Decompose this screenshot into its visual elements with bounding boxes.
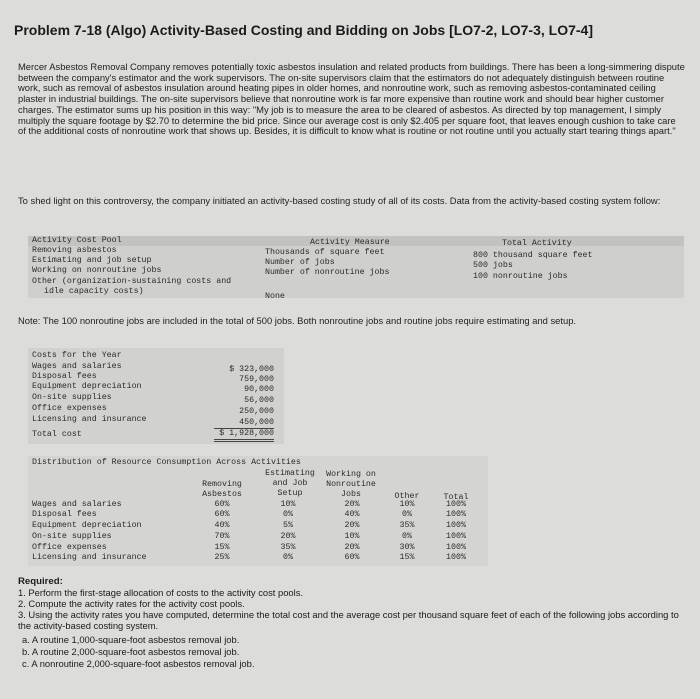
required-title: Required:	[18, 576, 63, 587]
pool-row-other-measure: None	[265, 292, 285, 301]
cost-label-5: Office expenses	[32, 404, 107, 413]
dist-col2-header: Estimating and Job Setup	[265, 469, 315, 498]
cost-total-value: $ 1,928,000	[214, 428, 274, 442]
dist-cell: 15%	[399, 553, 415, 562]
dist-cell: 30%	[399, 543, 415, 552]
note-paragraph: Note: The 100 nonroutine jobs are included in the total of 500 jobs. Both nonroutine jobs and routine jobs require estimating and setup.	[18, 315, 577, 326]
dist-cell: 100%	[446, 510, 466, 519]
costs-heading: Costs for the Year	[32, 351, 122, 360]
dist-col1-header: Removing Asbestos	[202, 480, 242, 499]
cost-label-2: Disposal fees	[32, 372, 97, 381]
pool-row-2-activity: 500 jobs	[473, 261, 513, 270]
dist-row-label: Wages and salaries	[32, 500, 122, 509]
dist-cell: 0%	[402, 510, 412, 519]
dist-cell: 20%	[344, 543, 360, 552]
cost-label-6: Licensing and insurance	[32, 415, 147, 424]
cost-value-5: 250,000	[239, 407, 274, 416]
required-item-3: 3. Using the activity rates you have computed, determine the total cost and the average cost per thousand square feet of each of the following jobs according to the activity-based costing system.	[18, 609, 679, 631]
dist-row-label: Disposal fees	[32, 510, 97, 519]
dist-cell: 100%	[446, 521, 466, 530]
dist-cell: 40%	[214, 521, 230, 530]
distribution-heading: Distribution of Resource Consumption Across Activities	[32, 458, 301, 467]
cost-value-3: 90,000	[244, 385, 274, 394]
dist-cell: 60%	[344, 553, 360, 562]
dist-cell: 100%	[446, 543, 466, 552]
dist-cell: 0%	[283, 510, 293, 519]
cost-value-2: 759,000	[239, 375, 274, 384]
required-item-3a: a. A routine 1,000-square-foot asbestos removal job.	[22, 634, 240, 645]
required-item-2: 2. Compute the activity rates for the activity cost pools.	[18, 598, 245, 609]
pool-header-pool: Activity Cost Pool	[32, 236, 122, 245]
pool-row-3-pool: Working on nonroutine jobs	[32, 266, 162, 275]
required-item-3c: c. A nonroutine 2,000-square-foot asbestos removal job.	[22, 658, 255, 669]
dist-row-label: Licensing and insurance	[32, 553, 147, 562]
pool-row-2-pool: Estimating and job setup	[32, 256, 152, 265]
dist-col3-header: Working on Nonroutine Jobs	[326, 470, 376, 499]
pool-row-2-measure: Number of jobs	[265, 258, 335, 267]
dist-cell: 0%	[402, 532, 412, 541]
cost-value-4: 56,000	[244, 396, 274, 405]
dist-cell: 60%	[214, 500, 230, 509]
dist-cell: 60%	[214, 510, 230, 519]
dist-cell: 100%	[446, 553, 466, 562]
cost-label-1: Wages and salaries	[32, 362, 122, 371]
dist-cell: 70%	[214, 532, 230, 541]
dist-cell: 10%	[344, 532, 360, 541]
cost-total-label: Total cost	[32, 430, 82, 439]
pool-row-other-line1: Other (organization-sustaining costs and	[32, 277, 232, 286]
cost-value-1: $ 323,000	[229, 365, 274, 374]
dist-cell: 20%	[280, 532, 296, 541]
dist-cell: 10%	[399, 500, 415, 509]
intro-paragraph: Mercer Asbestos Removal Company removes potentially toxic asbestos insulation and related products from buildings. There has been a long-simmering dispute between the company's estimator and the work supervisors. The on-site supervisors claim that the estimators do not adequately distinguish between routine work, such as removal of asbestos insulation around heating pipes in older homes, and nonroutine work, such as removing asbestos-contaminated ceiling plaster in industrial buildings. The on-site supervisors believe that nonroutine work is far more expensive than routine work and should bear higher customer charges. The estimator sums up his position in this way: "My job is to measure the area to be cleared of asbestos. As directed by top management, I simply multiply the square footage by $2.70 to determine the bid price. Since our average cost is only $2.405 per square foot, that leaves enough cushion to take care of the additional costs of nonroutine work that shows up. Besides, it is difficult to know what is routine or not routine until you actually start tearing things apart."	[18, 61, 685, 137]
dist-row-label: Equipment depreciation	[32, 521, 142, 530]
dist-cell: 0%	[283, 553, 293, 562]
pool-header-activity: Total Activity	[502, 239, 572, 248]
dist-row-label: On-site supplies	[32, 532, 112, 541]
pool-row-3-activity: 100 nonroutine jobs	[473, 272, 568, 281]
dist-cell: 40%	[344, 510, 360, 519]
dist-cell: 20%	[344, 521, 360, 530]
dist-col4-header: Other	[394, 492, 420, 501]
dist-cell: 10%	[280, 500, 296, 509]
pool-row-3-measure: Number of nonroutine jobs	[265, 268, 390, 277]
dist-row-label: Office expenses	[32, 543, 107, 552]
pool-row-other-line2: idle capacity costs)	[44, 287, 144, 296]
pool-row-1-pool: Removing asbestos	[32, 246, 117, 255]
required-item-3b: b. A routine 2,000-square-foot asbestos removal job.	[22, 646, 240, 657]
pool-row-1-activity: 800 thousand square feet	[473, 251, 593, 260]
pool-header-measure: Activity Measure	[310, 238, 390, 247]
dist-cell: 100%	[446, 500, 466, 509]
dist-cell: 5%	[283, 521, 293, 530]
dist-cell: 100%	[446, 532, 466, 541]
abc-intro-paragraph: To shed light on this controversy, the company initiated an activity-based costing study of all of its costs. Data from the activity-based costing system follow:	[18, 195, 661, 206]
cost-label-4: On-site supplies	[32, 393, 112, 402]
pool-row-1-measure: Thousands of square feet	[265, 248, 385, 257]
dist-cell: 35%	[280, 543, 296, 552]
dist-cell: 20%	[344, 500, 360, 509]
dist-cell: 15%	[214, 543, 230, 552]
problem-title: Problem 7-18 (Algo) Activity-Based Costing and Bidding on Jobs [LO7-2, LO7-3, LO7-4]	[14, 22, 593, 38]
dist-cell: 25%	[214, 553, 230, 562]
dist-cell: 35%	[399, 521, 415, 530]
cost-value-6: 450,000	[239, 418, 274, 427]
dist-col5-header: Total	[443, 493, 469, 502]
required-item-1: 1. Perform the first-stage allocation of costs to the activity cost pools.	[18, 587, 304, 598]
cost-label-3: Equipment depreciation	[32, 382, 142, 391]
